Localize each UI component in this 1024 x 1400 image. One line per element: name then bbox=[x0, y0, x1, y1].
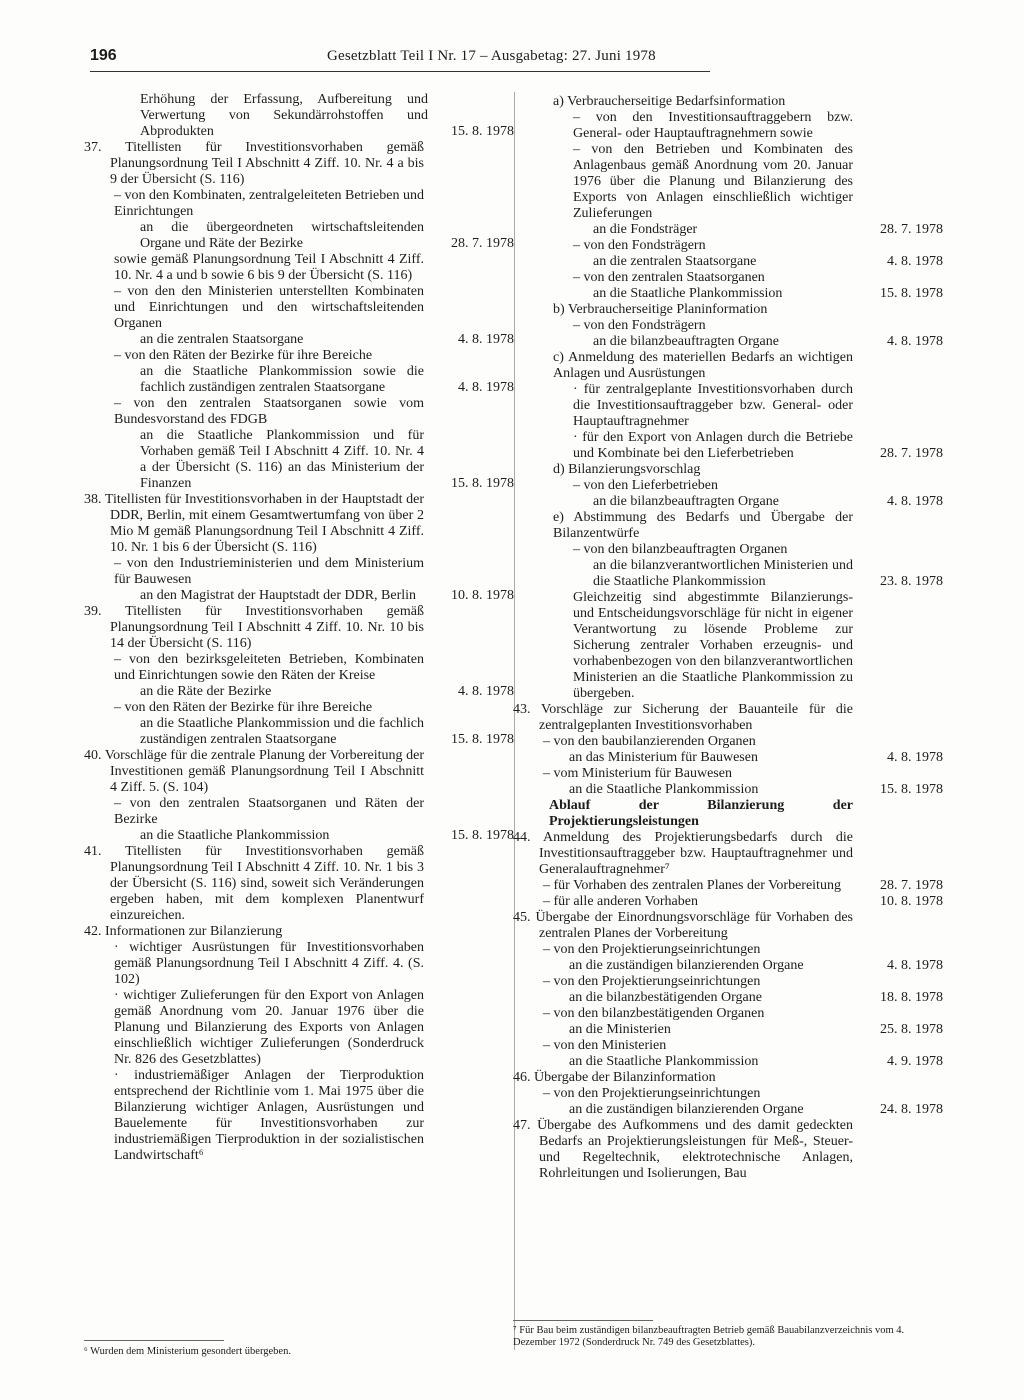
entry bbox=[84, 188, 514, 220]
entry bbox=[513, 894, 943, 910]
entry bbox=[84, 252, 514, 284]
page-number: 196 bbox=[90, 47, 117, 64]
deadline-date: 15. 8. 1978 bbox=[451, 476, 514, 491]
deadline-date: 23. 8. 1978 bbox=[880, 574, 943, 589]
entry-text: an die Staatliche Plankommission bbox=[569, 1054, 759, 1069]
entry-text: · industriemäßiger Anlagen der Tierproduktion entsprechend der Richtlinie vom 1. Mai 1975 über die Bilanzierung wichtiger Anlagen, Ausrüstungen und Bauelemente für Investitionsvorhaben zur industriemäßigen Tierproduktion in der sozialistischen Landwirtschaft⁶ bbox=[114, 1068, 424, 1163]
entry-text: an die Ministerien bbox=[569, 1022, 671, 1037]
entry bbox=[513, 1070, 943, 1086]
entry bbox=[84, 940, 514, 988]
entry-text: Erhöhung der Erfassung, Aufbereitung und Verwertung von Sekundärrohstoffen und Abprodukten bbox=[140, 92, 428, 139]
entry-text: an die Räte der Bezirke bbox=[140, 684, 272, 699]
entry bbox=[513, 958, 943, 974]
entry-text: – von den Investitionsauftraggebern bzw. General- oder Hauptauftragnehmern sowie bbox=[573, 110, 853, 141]
entry-text: – von den zentralen Staatsorganen sowie vom Bundesvorstand des FDGB bbox=[114, 396, 424, 427]
entry bbox=[513, 1054, 943, 1070]
entry-text: a) Verbraucherseitige Bedarfsinformation bbox=[553, 94, 786, 109]
entry bbox=[84, 700, 514, 716]
entry-text: c) Anmeldung des materiellen Bedarfs an wichtigen Anlagen und Ausrüstungen bbox=[553, 350, 853, 381]
entry-text: – vom Ministerium für Bauwesen bbox=[543, 766, 732, 781]
entry-text: · wichtiger Zulieferungen für den Export von Anlagen gemäß Anordnung vom 20. Januar 1976 über die Planung und Bilanzierung des Exports von Anlagen einschließlich wichtiger Zulieferungen (Sonderdruck Nr. 826 des Gesetzblattes) bbox=[114, 988, 424, 1067]
entry bbox=[513, 350, 943, 382]
entry bbox=[513, 942, 943, 958]
entry-text: 41. Titellisten für Investitionsvorhaben gemäß Planungsordnung Teil I Abschnitt 4 Ziff. 10. Nr. 1 bis 3 der Übersicht (S. 116) sind, soweit sich Veränderungen ergeben haben, mit dem komplexen Planentwurf einzureichen. bbox=[84, 844, 424, 923]
entry bbox=[84, 220, 514, 252]
entry-text: 42. Informationen zur Bilanzierung bbox=[84, 924, 283, 939]
entry bbox=[513, 142, 943, 222]
entry bbox=[84, 652, 514, 684]
entry-text: – für Vorhaben des zentralen Planes der Vorbereitung bbox=[543, 878, 841, 893]
entry bbox=[513, 286, 943, 302]
entry bbox=[513, 462, 943, 478]
deadline-date: 18. 8. 1978 bbox=[880, 990, 943, 1005]
page-header bbox=[90, 47, 710, 72]
entry-text: an die Staatliche Plankommission und für Vorhaben gemäß Teil I Abschnitt 4 Ziff. 10. Nr. 4 a der Übersicht (S. 116) an das Ministerium der Finanzen bbox=[140, 428, 424, 491]
entry bbox=[84, 588, 514, 604]
entry bbox=[513, 974, 943, 990]
entry-text: an die Staatliche Plankommission bbox=[569, 782, 759, 797]
entry-text: – von den Projektierungseinrichtungen bbox=[543, 942, 761, 957]
entry-text: an die Staatliche Plankommission bbox=[593, 286, 783, 301]
entry bbox=[513, 590, 943, 702]
entry bbox=[84, 92, 514, 140]
deadline-date: 24. 8. 1978 bbox=[880, 1102, 943, 1117]
entry-text: 47. Übergabe des Aufkommens und des damit gedeckten Bedarfs an Projektierungsleistungen für Meß-, Steuer- und Regeltechnik, elektrotechnische Anlagen, Rohrleitungen und Isolierungen, Bau bbox=[513, 1118, 853, 1181]
entry bbox=[84, 604, 514, 652]
entry-text: 40. Vorschläge für die zentrale Planung der Vorbereitung der Investitionen gemäß Planungsordnung Teil I Abschnitt 4 Ziff. 5. (S. 104) bbox=[84, 748, 424, 795]
deadline-date: 28. 7. 1978 bbox=[451, 236, 514, 251]
entry-text: an den Magistrat der Hauptstadt der DDR, Berlin bbox=[140, 588, 417, 603]
entry-text: an die zuständigen bilanzierenden Organe bbox=[569, 958, 804, 973]
entry-text: an die Staatliche Plankommission sowie die fachlich zuständigen zentralen Staatsorgane bbox=[140, 364, 424, 395]
entry-text: – von den zentralen Staatsorganen und Räten der Bezirke bbox=[114, 796, 424, 827]
entry-text: – von den baubilanzierenden Organen bbox=[543, 734, 756, 749]
page-title: Gesetzblatt Teil I Nr. 17 – Ausgabetag: 27. Juni 1978 bbox=[327, 48, 656, 64]
deadline-date: 4. 8. 1978 bbox=[887, 254, 943, 269]
entry-text: an die übergeordneten wirtschaftsleitenden Organe und Räte der Bezirke bbox=[140, 220, 424, 251]
deadline-date: 15. 8. 1978 bbox=[451, 124, 514, 139]
deadline-date: 4. 8. 1978 bbox=[458, 332, 514, 347]
entry-text: 45. Übergabe der Einordnungsvorschläge für Vorhaben des zentralen Planes der Vorbereitung bbox=[513, 910, 853, 941]
entry-text: an das Ministerium für Bauwesen bbox=[569, 750, 758, 765]
deadline-date: 4. 8. 1978 bbox=[458, 380, 514, 395]
entry-text: – von den den Ministerien unterstellten Kombinaten und Einrichtungen und den wirtschaftsleitenden Organen bbox=[114, 284, 424, 331]
entry bbox=[84, 364, 514, 396]
entry bbox=[84, 556, 514, 588]
entry-text: – von den Betrieben und Kombinaten des Anlagenbaus gemäß Anordnung vom 20. Januar 1976 über die Planung und Bilanzierung des Exports von Anlagen einschließlich wichtiger Zulieferungen bbox=[573, 142, 853, 221]
left-column bbox=[84, 92, 514, 1164]
deadline-date: 15. 8. 1978 bbox=[451, 732, 514, 747]
entry-text: – von den bezirksgeleiteten Betrieben, Kombinaten und Einrichtungen sowie den Räten der Kreise bbox=[114, 652, 424, 683]
entry-text: – von den Industrieministerien und dem Ministerium für Bauwesen bbox=[114, 556, 424, 587]
entry-text: an die zentralen Staatsorgane bbox=[593, 254, 757, 269]
entry bbox=[513, 1038, 943, 1054]
entry bbox=[84, 988, 514, 1068]
entry bbox=[513, 782, 943, 798]
entry-text: – von den Räten der Bezirke für ihre Bereiche bbox=[114, 348, 373, 363]
entry-text: – von den Ministerien bbox=[543, 1038, 667, 1053]
entry-text: an die zuständigen bilanzierenden Organe bbox=[569, 1102, 804, 1117]
entry-text: – von den bilanzbestätigenden Organen bbox=[543, 1006, 765, 1021]
entry-text: b) Verbraucherseitige Planinformation bbox=[553, 302, 768, 317]
entry bbox=[84, 684, 514, 700]
entry-text: · für den Export von Anlagen durch die Betriebe und Kombinate bei den Lieferbetrieben bbox=[573, 430, 853, 461]
entry-text: an die Staatliche Plankommission bbox=[140, 828, 330, 843]
entry bbox=[84, 828, 514, 844]
entry-text: 37. Titellisten für Investitionsvorhaben gemäß Planungsordnung Teil I Abschnitt 4 Ziff. 10. Nr. 4 a bis 9 der Übersicht (S. 116) bbox=[84, 140, 424, 187]
entry bbox=[513, 494, 943, 510]
deadline-date: 4. 8. 1978 bbox=[887, 494, 943, 509]
entry-text: – von den Lieferbetrieben bbox=[573, 478, 718, 493]
footnote-rule-right bbox=[513, 1320, 653, 1321]
entry-text: – von den bilanzbeauftragten Organen bbox=[573, 542, 788, 557]
section-heading: Ablauf der Bilanzierung der Projektierungsleistungen bbox=[549, 798, 853, 829]
deadline-date: 25. 8. 1978 bbox=[880, 1022, 943, 1037]
deadline-date: 4. 8. 1978 bbox=[458, 684, 514, 699]
entry bbox=[84, 924, 514, 940]
entry-text: – von den Kombinaten, zentralgeleiteten Betrieben und Einrichtungen bbox=[114, 188, 424, 219]
entry bbox=[513, 702, 943, 734]
entry bbox=[513, 1022, 943, 1038]
entry-text: – von den zentralen Staatsorganen bbox=[573, 270, 765, 285]
deadline-date: 4. 8. 1978 bbox=[887, 958, 943, 973]
entry bbox=[513, 558, 943, 590]
entry-text: an die bilanzbeauftragten Organe bbox=[593, 334, 779, 349]
entry bbox=[513, 1118, 943, 1182]
entry-text: 39. Titellisten für Investitionsvorhaben gemäß Planungsordnung Teil I Abschnitt 4 Ziff. 10. Nr. 10 bis 14 der Übersicht (S. 116) bbox=[84, 604, 424, 651]
entry bbox=[513, 1006, 943, 1022]
entry bbox=[513, 878, 943, 894]
entry bbox=[513, 798, 943, 830]
entry-text: an die zentralen Staatsorgane bbox=[140, 332, 304, 347]
entry bbox=[513, 1102, 943, 1118]
entry bbox=[513, 766, 943, 782]
deadline-date: 28. 7. 1978 bbox=[880, 222, 943, 237]
entry bbox=[513, 270, 943, 286]
entry-text: · für zentralgeplante Investitionsvorhaben durch die Investitionsauftraggeber bzw. General- oder Hauptauftragnehmer bbox=[573, 382, 853, 429]
entry bbox=[513, 302, 943, 318]
entry bbox=[84, 716, 514, 748]
entry bbox=[513, 830, 943, 878]
entry bbox=[513, 110, 943, 142]
entry bbox=[84, 844, 514, 924]
entry bbox=[513, 990, 943, 1006]
entry bbox=[513, 478, 943, 494]
entry bbox=[513, 910, 943, 942]
entry bbox=[84, 348, 514, 364]
entry-text: – von den Fondsträgern bbox=[573, 238, 706, 253]
entry-text: an die Fondsträger bbox=[593, 222, 698, 237]
footnote-7: ⁷ Für Bau beim zuständigen bilanzbeauftragten Betrieb gemäß Bauabilanzverzeichnis vom 4. Dezember 1972 (Sonderdruck Nr. 749 des Gesetzblattes). bbox=[513, 1325, 905, 1348]
entry-text: 43. Vorschläge zur Sicherung der Bauanteile für die zentralgeplanten Investitionsvorhaben bbox=[513, 702, 853, 733]
entry bbox=[84, 428, 514, 492]
entry-text: 38. Titellisten für Investitionsvorhaben in der Hauptstadt der DDR, Berlin, mit einem Gesamtwertumfang von über 2 Mio M gemäß Planungsordnung Teil I Abschnitt 4 Ziff. 10. Nr. 1 bis 6 der Übersicht (S. 116) bbox=[84, 492, 424, 555]
deadline-date: 15. 8. 1978 bbox=[880, 782, 943, 797]
entry bbox=[513, 750, 943, 766]
deadline-date: 10. 8. 1978 bbox=[451, 588, 514, 603]
entry bbox=[513, 542, 943, 558]
entry bbox=[513, 318, 943, 334]
deadline-date: 10. 8. 1978 bbox=[880, 894, 943, 909]
entry bbox=[84, 492, 514, 556]
footnote-6: ⁶ Wurden dem Ministerium gesondert übergeben. bbox=[84, 1346, 291, 1357]
deadline-date: 28. 7. 1978 bbox=[880, 878, 943, 893]
entry bbox=[513, 334, 943, 350]
entry bbox=[513, 222, 943, 238]
entry bbox=[84, 140, 514, 188]
entry-text: 46. Übergabe der Bilanzinformation bbox=[513, 1070, 716, 1085]
entry-text: an die Staatliche Plankommission und die fachlich zuständigen zentralen Staatsorgane bbox=[140, 716, 424, 747]
deadline-date: 4. 9. 1978 bbox=[887, 1054, 943, 1069]
deadline-date: 15. 8. 1978 bbox=[451, 828, 514, 843]
entry-text: d) Bilanzierungsvorschlag bbox=[553, 462, 701, 477]
entry bbox=[513, 254, 943, 270]
entry bbox=[513, 94, 943, 110]
entry bbox=[513, 734, 943, 750]
entry-text: an die bilanzbeauftragten Organe bbox=[593, 494, 779, 509]
entry bbox=[84, 748, 514, 796]
deadline-date: 4. 8. 1978 bbox=[887, 334, 943, 349]
entry bbox=[84, 796, 514, 828]
entry bbox=[513, 430, 943, 462]
entry-text: · wichtiger Ausrüstungen für Investitionsvorhaben gemäß Planungsordnung Teil I Abschnitt 4 Ziff. 4. (S. 102) bbox=[114, 940, 424, 987]
deadline-date: 15. 8. 1978 bbox=[880, 286, 943, 301]
entry bbox=[84, 332, 514, 348]
entry bbox=[513, 1086, 943, 1102]
entry-text: – von den Räten der Bezirke für ihre Bereiche bbox=[114, 700, 373, 715]
entry-text: Gleichzeitig sind abgestimmte Bilanzierungs- und Entscheidungsvorschläge für nicht in eigener Verantwortung zu lösende Probleme zur Sicherung zentraler Vorhaben erzeugnis- und vorhabenbezogen von den bilanzverantwortlichen Ministerien an die Staatliche Plankommission zu übergeben. bbox=[573, 590, 853, 701]
footnote-rule-left bbox=[84, 1340, 224, 1341]
entry-text: – für alle anderen Vorhaben bbox=[543, 894, 698, 909]
entry-text: sowie gemäß Planungsordnung Teil I Abschnitt 4 Ziff. 10. Nr. 4 a und b sowie 6 bis 9 der Übersicht (S. 116) bbox=[114, 252, 424, 283]
entry bbox=[84, 284, 514, 332]
entry bbox=[84, 1068, 514, 1164]
entry bbox=[513, 382, 943, 430]
entry-text: an die bilanzbestätigenden Organe bbox=[569, 990, 762, 1005]
entry-text: an die bilanzverantwortlichen Ministerien und die Staatliche Plankommission bbox=[593, 558, 853, 589]
entry bbox=[84, 396, 514, 428]
deadline-date: 4. 8. 1978 bbox=[887, 750, 943, 765]
entry bbox=[513, 238, 943, 254]
deadline-date: 28. 7. 1978 bbox=[880, 446, 943, 461]
right-column bbox=[513, 94, 943, 1182]
entry-text: – von den Projektierungseinrichtungen bbox=[543, 1086, 761, 1101]
entry bbox=[513, 510, 943, 542]
entry-text: 44. Anmeldung des Projektierungsbedarfs durch die Investitionsauftraggeber bzw. Hauptauftragnehmer und Generalauftragnehmer⁷ bbox=[513, 830, 853, 877]
entry-text: – von den Fondsträgern bbox=[573, 318, 706, 333]
entry-text: e) Abstimmung des Bedarfs und Übergabe der Bilanzentwürfe bbox=[553, 510, 853, 541]
entry-text: – von den Projektierungseinrichtungen bbox=[543, 974, 761, 989]
